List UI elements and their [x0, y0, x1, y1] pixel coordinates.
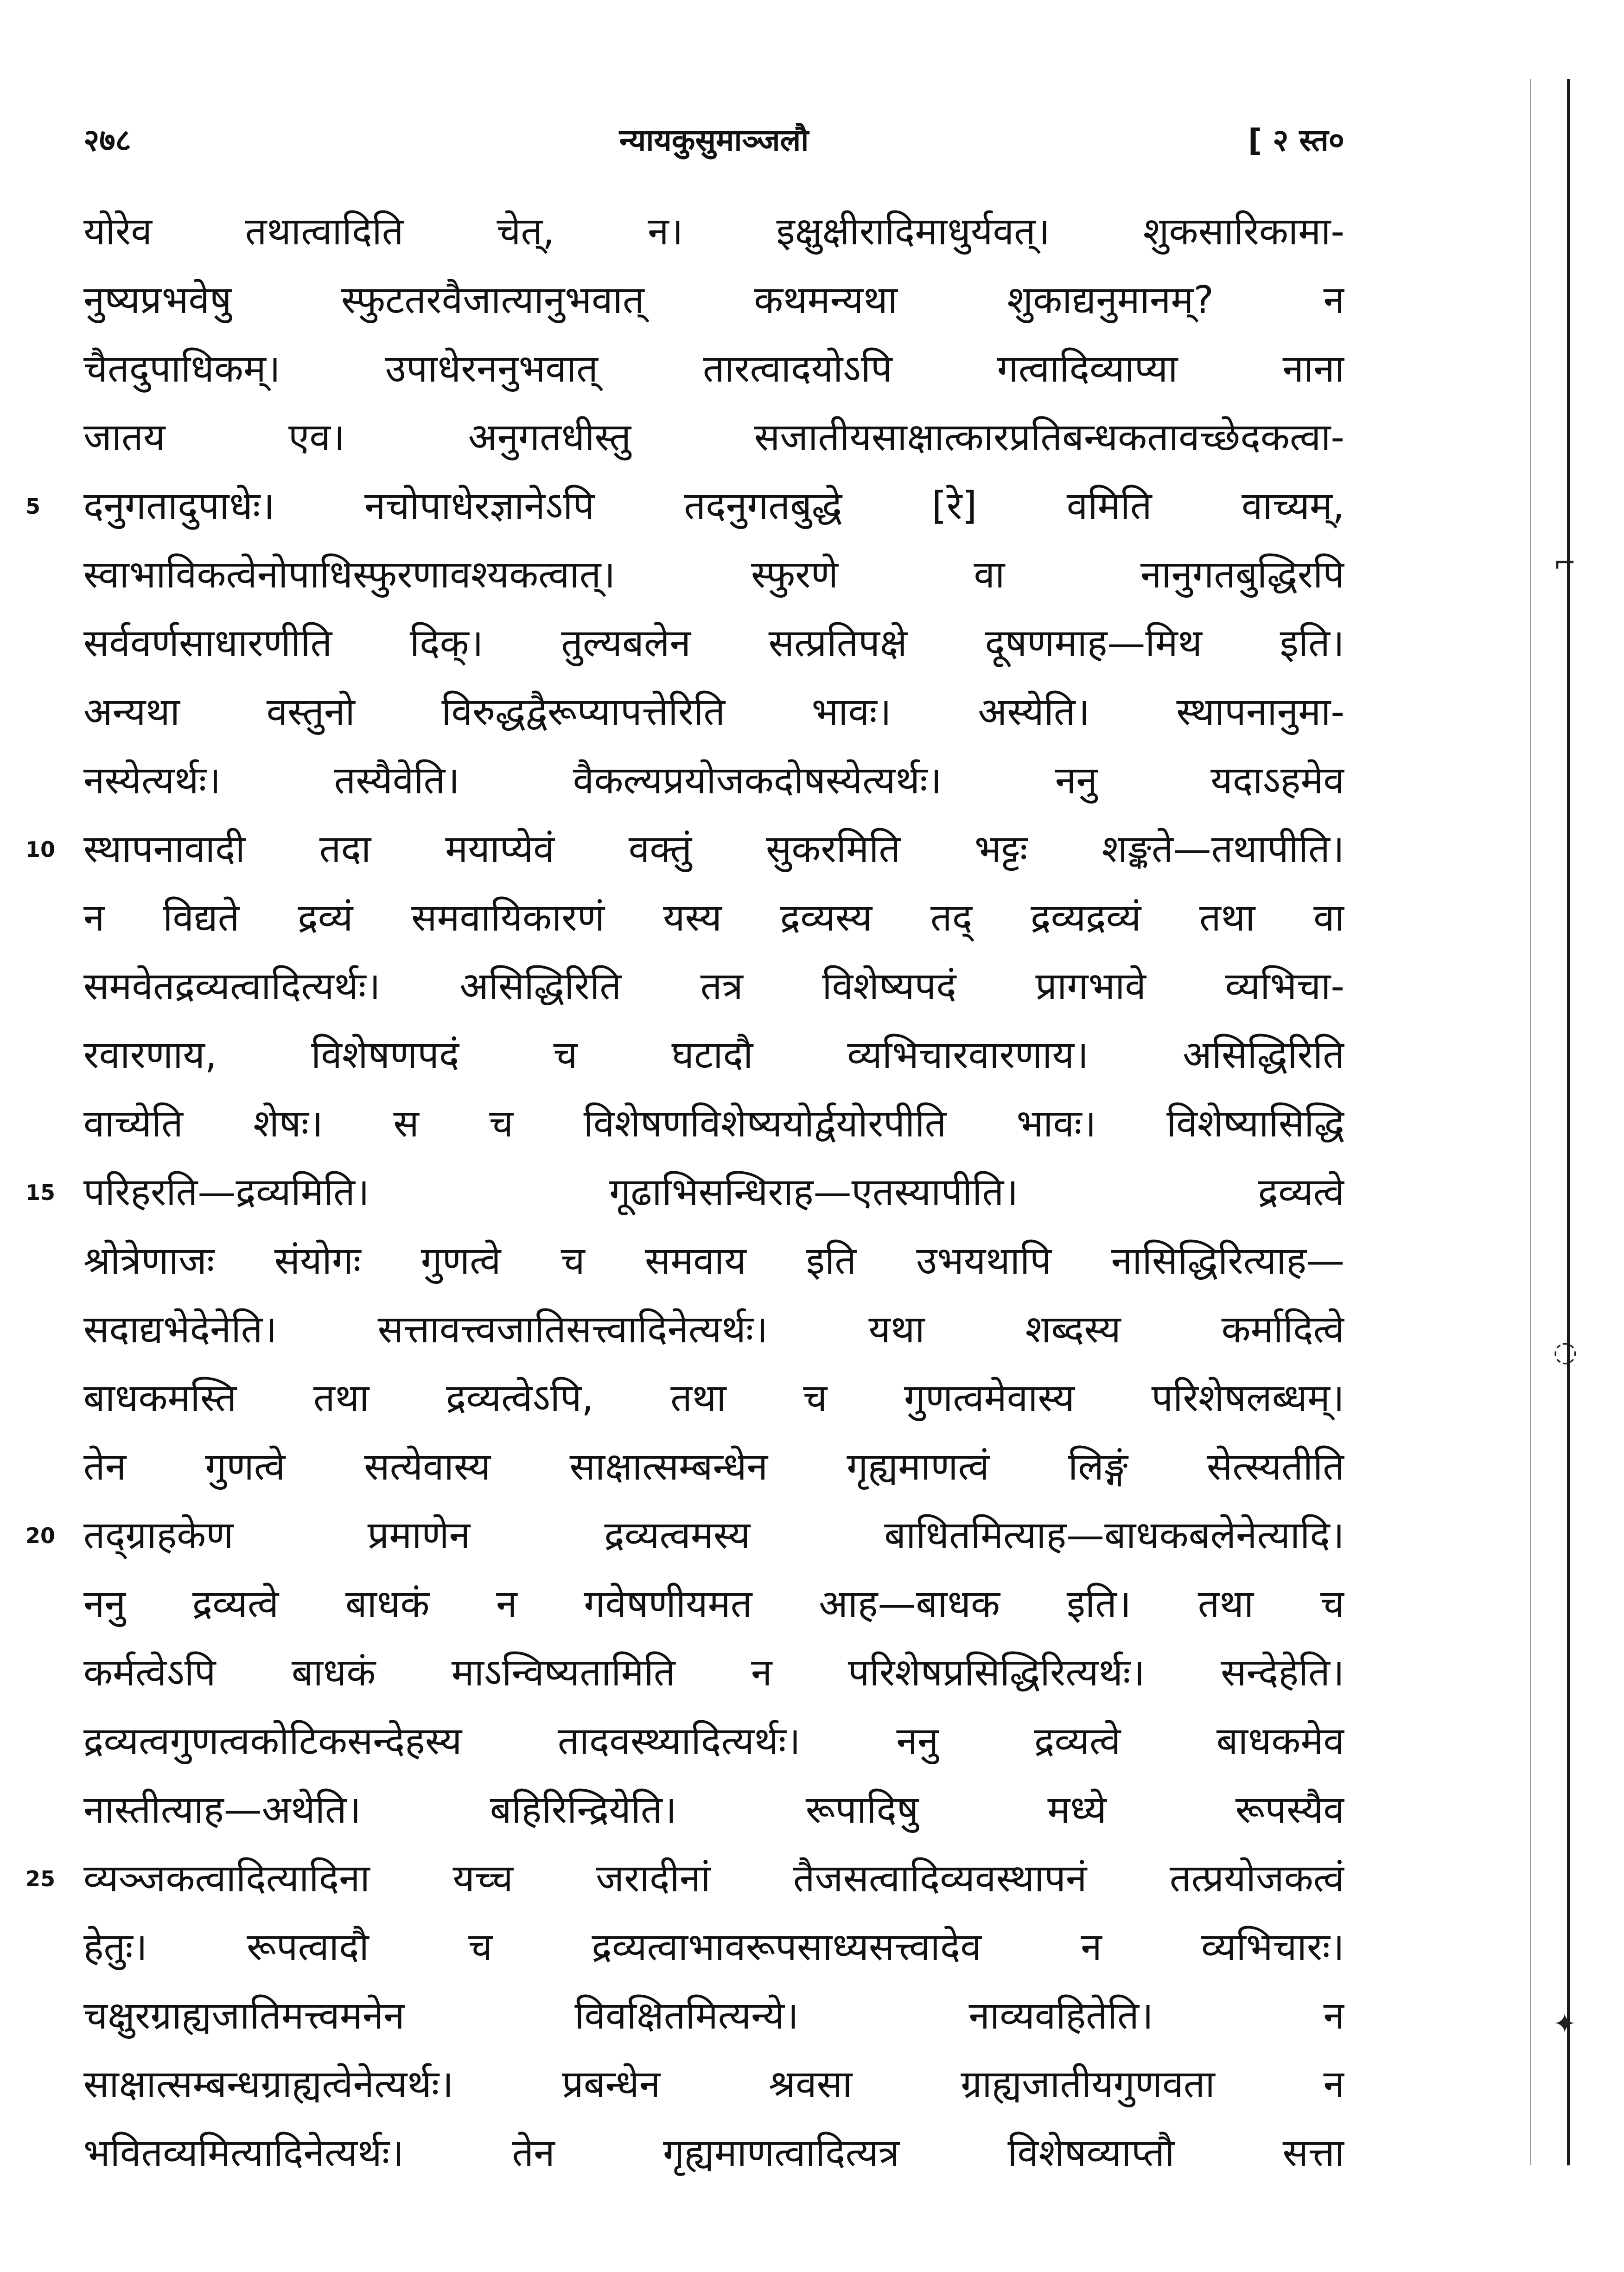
- text-line: बाधकमस्ति तथा द्रव्यत्वेऽपि, तथा च गुणत्वमेवास्य परिशेषलब्धम्।: [83, 1376, 1344, 1420]
- section-marker: [ २ स्त०: [1248, 122, 1344, 158]
- text-line: स्वाभाविकत्वेनोपाधिस्फुरणावश्यकत्वात्। स्फुरणे वा नानुगतबुद्धिरपि: [83, 553, 1344, 597]
- text-line: समवेतद्रव्यत्वादित्यर्थः। असिद्धिरिति तत्र विशेष्यपदं प्रागभावे व्यभिचा-: [83, 964, 1344, 1008]
- text-line: तद्ग्राहकेण प्रमाणेन द्रव्यत्वमस्य बाधितमित्याह—बाधकबलेनेत्यादि।: [83, 1513, 1344, 1557]
- page-number: २७८: [83, 122, 131, 158]
- text-line: हेतुः। रूपत्वादौ च द्रव्यत्वाभावरूपसाध्यसत्त्वादेव न व्यभिचारः।: [83, 1925, 1344, 1969]
- text-line: ननु द्रव्यत्वे बाधकं न गवेषणीयमत आह—बाधक इति। तथा च: [83, 1582, 1344, 1626]
- text-line: वाच्येति शेषः। स च विशेषणविशेष्ययोर्द्वयोरपीति भावः। विशेष्यासिद्धि: [83, 1102, 1344, 1146]
- line-number: 15: [25, 1180, 56, 1205]
- text-line: नास्तीत्याह—अथेति। बहिरिन्द्रियेति। रूपादिषु मध्ये रूपस्यैव: [83, 1788, 1344, 1832]
- text-line: अन्यथा वस्तुनो विरुद्धद्वैरूप्यापत्तेरिति भावः। अस्येति। स्थापनानुमा-: [83, 690, 1344, 734]
- text-line: श्रोत्रेणाजः संयोगः गुणत्वे च समवाय इति उभयथापि नासिद्धिरित्याह—: [83, 1239, 1344, 1283]
- text-line: स्थापनावादी तदा मयाप्येवं वक्तुं सुकरमिति भट्टः शङ्कते—तथापीति।: [83, 827, 1344, 871]
- text-line: सदाद्यभेदेनेति। सत्तावत्त्वजातिसत्त्वादिनेत्यर्थः। यथा शब्दस्य कर्मादित्वे: [83, 1308, 1344, 1352]
- line-number: 5: [25, 494, 41, 519]
- text-line: भवितव्यमित्यादिनेत्यर्थः। तेन गृह्यमाणत्वादित्यत्र विशेषव्याप्तौ सत्ता: [83, 2131, 1344, 2175]
- text-line: परिहरति—द्रव्यमिति। गूढाभिसन्धिराह—एतस्यापीति। द्रव्यत्वे: [83, 1170, 1344, 1214]
- text-line: चैतदुपाधिकम्। उपाधेरननुभवात् तारत्वादयोऽपि गत्वादिव्याप्या नाना: [83, 347, 1344, 391]
- text-line: चक्षुरग्राह्यजातिमत्त्वमनेन विवक्षितमित्यन्ये। नाव्यवहितेति। न: [83, 1994, 1344, 2038]
- text-line: तेन गुणत्वे सत्येवास्य साक्षात्सम्बन्धेन गृह्यमाणत्वं लिङ्गं सेत्स्यतीति: [83, 1445, 1344, 1489]
- line-number: 20: [25, 1523, 56, 1548]
- text-line: व्यञ्जकत्वादित्यादिना यच्च जरादीनां तैजसत्वादिव्यवस्थापनं तत्प्रयोजकत्वं: [83, 1857, 1344, 1901]
- margin-mark: ◌: [1553, 1335, 1578, 1368]
- text-line: योरेव तथात्वादिति चेत्, न। इक्षुक्षीरादिमाधुर्यवत्। शुकसारिकामा-: [83, 210, 1344, 254]
- running-title: न्यायकुसुमाञ्जलौ: [619, 122, 809, 158]
- margin-rule-faint: [1530, 79, 1531, 2165]
- page-header: [83, 118, 1344, 179]
- line-number: 25: [25, 1866, 56, 1891]
- text-line: नस्येत्यर्थः। तस्यैवेति। वैकल्यप्रयोजकदोषस्येत्यर्थः। ननु यदाऽहमेव: [83, 759, 1344, 803]
- margin-mark: ⌐: [1553, 547, 1577, 580]
- text-line: दनुगतादुपाधेः। नचोपाधेरज्ञानेऽपि तदनुगतबुद्धे [रे] वमिति वाच्यम्,: [83, 484, 1344, 528]
- text-line: साक्षात्सम्बन्धग्राह्यत्वेनेत्यर्थः। प्रबन्धेन श्रवसा ग्राह्यजातीयगुणवता न: [83, 2062, 1344, 2106]
- text-line: नुष्यप्रभवेषु स्फुटतरवैजात्यानुभवात् कथमन्यथा शुकाद्यनुमानम्? न: [83, 278, 1344, 322]
- text-line: जातय एव। अनुगतधीस्तु सजातीयसाक्षात्कारप्रतिबन्धकतावच्छेदकत्वा-: [83, 415, 1344, 460]
- margin-mark: ✦: [1553, 2008, 1577, 2040]
- text-line: रवारणाय, विशेषणपदं च घटादौ व्यभिचारवारणाय। असिद्धिरिति: [83, 1033, 1344, 1077]
- text-line: न विद्यते द्रव्यं समवायिकारणं यस्य द्रव्यस्य तद् द्रव्यद्रव्यं तथा वा: [83, 896, 1344, 940]
- line-number: 10: [25, 837, 56, 862]
- text-line: द्रव्यत्वगुणत्वकोटिकसन्देहस्य तादवस्थ्यादित्यर्थः। ननु द्रव्यत्वे बाधकमेव: [83, 1719, 1344, 1763]
- text-line: कर्मत्वेऽपि बाधकं माऽन्विष्यतामिति न परिशेषप्रसिद्धिरित्यर्थः। सन्देहेति।: [83, 1651, 1344, 1695]
- text-line: सर्ववर्णसाधारणीति दिक्। तुल्यबलेन सत्प्रतिपक्षे दूषणमाह—मिथ इति।: [83, 621, 1344, 665]
- margin-rule: [1567, 79, 1570, 2165]
